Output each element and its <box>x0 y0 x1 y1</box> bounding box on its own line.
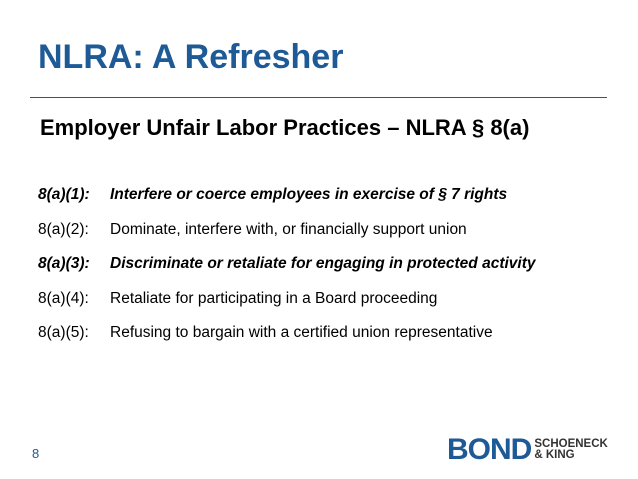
page-number: 8 <box>32 446 40 461</box>
item-text: Retaliate for participating in a Board proceeding <box>110 289 438 307</box>
slide-subtitle: Employer Unfair Labor Practices – NLRA § 8(a) <box>40 115 530 140</box>
slide-title: NLRA: A Refresher <box>38 38 344 76</box>
item-text: Interfere or coerce employees in exercise of § 7 rights <box>110 186 508 203</box>
item-code: 8(a)(2): <box>38 220 89 238</box>
company-logo <box>447 435 608 465</box>
logo-line-2: & KING <box>534 449 575 461</box>
list-item-8a2 <box>38 221 536 256</box>
item-text: Dominate, interfere with, or financially support union <box>110 220 467 238</box>
list-item-8a5 <box>38 324 536 359</box>
item-code: 8(a)(5): <box>38 324 89 341</box>
logo-line-1: SCHOENECK <box>534 438 608 450</box>
item-text: Refusing to bargain with a certified union representative <box>110 324 493 341</box>
item-code: 8(a)(1): <box>38 186 90 203</box>
list-item-8a1 <box>38 186 536 221</box>
practices-list <box>38 186 536 359</box>
logo-subtext <box>534 439 607 461</box>
item-code: 8(a)(4): <box>38 289 89 307</box>
title-divider <box>30 97 607 98</box>
logo-bond-text: BOND <box>447 433 532 466</box>
list-item-8a3 <box>38 255 536 290</box>
list-item-8a4 <box>38 290 536 325</box>
item-text: Discriminate or retaliate for engaging in protected activity <box>110 255 536 272</box>
item-code: 8(a)(3): <box>38 255 90 272</box>
